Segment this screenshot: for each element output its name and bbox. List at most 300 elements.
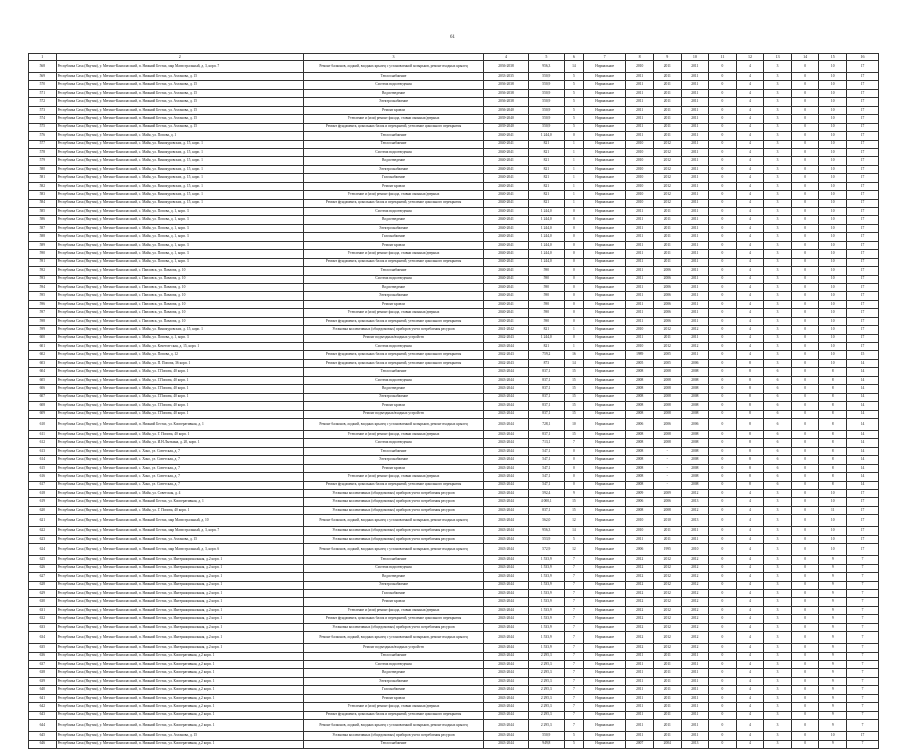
year-built-cell: 2008 bbox=[626, 506, 654, 514]
cell-16-cell: 17 bbox=[847, 258, 879, 266]
residents-cell: 0 bbox=[564, 275, 583, 283]
cell-11-cell: 0 bbox=[709, 148, 737, 156]
residents-cell: 15 bbox=[564, 498, 583, 506]
cell-12-cell: 4 bbox=[736, 598, 764, 606]
row-number-cell: 584 bbox=[29, 199, 57, 207]
period-cell: 2039-2040 bbox=[484, 123, 529, 131]
cell-16-cell: 17 bbox=[847, 115, 879, 123]
period-cell: 2043-2044 bbox=[484, 376, 529, 384]
cell-16-cell: 17 bbox=[847, 157, 879, 165]
cell-12-cell: 8 bbox=[736, 368, 764, 376]
cell-16-cell: 17 bbox=[847, 309, 879, 317]
address-cell: Республика Саха (Якутия), у. Мегино-Кангаласский, с. Хоно, ул. Советская, д. 7 bbox=[56, 464, 303, 472]
period-cell: 2040-2041 bbox=[484, 309, 529, 317]
condition-cell: Нормальное bbox=[583, 527, 625, 535]
cell-13-cell: 3 bbox=[764, 148, 792, 156]
cell-12-cell: 4 bbox=[736, 615, 764, 623]
period-cell: 2043-2044 bbox=[484, 606, 529, 614]
year-built-cell: 2012 bbox=[626, 644, 654, 652]
year-built-cell: 2011 bbox=[626, 224, 654, 232]
year-start-cell: 2012 bbox=[653, 615, 681, 623]
cell-15-cell: 10 bbox=[819, 132, 847, 140]
cell-13-cell: 6 bbox=[764, 473, 792, 481]
residents-cell: 7 bbox=[564, 564, 583, 572]
area-cell: 728,1 bbox=[528, 418, 564, 430]
cell-13-cell: 3 bbox=[764, 140, 792, 148]
cell-15-cell: 9 bbox=[819, 703, 847, 711]
cell-15-cell: 10 bbox=[819, 351, 847, 359]
year-built-cell: 2011 bbox=[626, 81, 654, 89]
year-commission-cell: 2008 bbox=[681, 481, 709, 489]
address-cell: Республика Саха (Якутия), у. Мегино-Кангаласский, п. Нижний Бестях, ул. Ахтанова, д. 15 bbox=[56, 732, 303, 740]
row-number-cell: 641 bbox=[29, 694, 57, 702]
year-built-cell: 1989 bbox=[626, 351, 654, 359]
condition-cell: Нормальное bbox=[583, 300, 625, 308]
year-built-cell: 2008 bbox=[626, 447, 654, 455]
cell-15-cell: 9 bbox=[819, 589, 847, 597]
row-number-cell: 592 bbox=[29, 267, 57, 275]
year-built-cell: 2011 bbox=[626, 711, 654, 719]
cell-13-cell: 3 bbox=[764, 515, 792, 527]
year-commission-cell: 2011 bbox=[681, 677, 709, 685]
work-type-cell: Установка коллективных (общедомовых) приборов учета потребления ресурсов bbox=[303, 527, 483, 535]
residents-cell: 12 bbox=[564, 515, 583, 527]
period-cell: 2036-2038 bbox=[484, 61, 529, 73]
area-cell: 550,9 bbox=[528, 81, 564, 89]
condition-cell: Нормальное bbox=[583, 732, 625, 740]
year-start-cell: 2008 bbox=[653, 430, 681, 438]
cell-15-cell: 9 bbox=[819, 711, 847, 719]
cell-14-cell: 0 bbox=[791, 473, 819, 481]
work-type-cell: Газоснабжение bbox=[303, 589, 483, 597]
cell-13-cell: 3 bbox=[764, 644, 792, 652]
period-cell: 2033-2035 bbox=[484, 73, 529, 81]
cell-16-cell: 17 bbox=[847, 182, 879, 190]
condition-cell: Нормальное bbox=[583, 740, 625, 748]
year-built-cell: 2010 bbox=[626, 148, 654, 156]
cell-12-cell: 4 bbox=[736, 720, 764, 732]
cell-14-cell: 0 bbox=[791, 292, 819, 300]
table-row bbox=[29, 174, 879, 182]
cell-15-cell: 10 bbox=[819, 343, 847, 351]
area-cell: 1 533,9 bbox=[528, 564, 564, 572]
year-start-cell: 2011 bbox=[653, 677, 681, 685]
condition-cell: Нормальное bbox=[583, 447, 625, 455]
address-cell: Республика Саха (Якутия), у. Мегино-Кангаласский, п. Нижний Бестях, ул. Кооперативная, д.2 корп. 1 bbox=[56, 711, 303, 719]
table-row bbox=[29, 535, 879, 543]
cell-16-cell: 7 bbox=[847, 615, 879, 623]
year-commission-cell: 2011 bbox=[681, 661, 709, 669]
work-type-cell: Установка коллективных (общедомовых) приборов учета потребления ресурсов bbox=[303, 732, 483, 740]
year-commission-cell: 2011 bbox=[681, 527, 709, 535]
work-type-cell: Водоотведение bbox=[303, 669, 483, 677]
work-type-cell: Утепление и (или) ремонт фасада, ставни оконных/дверных bbox=[303, 191, 483, 199]
cell-12-cell: 4 bbox=[736, 573, 764, 581]
area-cell: 1 533,9 bbox=[528, 615, 564, 623]
cell-14-cell: 0 bbox=[791, 506, 819, 514]
area-cell: 837,1 bbox=[528, 368, 564, 376]
cell-11-cell: 0 bbox=[709, 191, 737, 199]
cell-15-cell: 8 bbox=[819, 376, 847, 384]
cell-13-cell: 3 bbox=[764, 623, 792, 631]
area-cell: 550,9 bbox=[528, 89, 564, 97]
cell-11-cell: 0 bbox=[709, 661, 737, 669]
period-cell: 2040-2041 bbox=[484, 165, 529, 173]
column-header: 1 bbox=[29, 54, 57, 61]
cell-16-cell: 17 bbox=[847, 343, 879, 351]
cell-14-cell: 0 bbox=[791, 343, 819, 351]
cell-16-cell: 17 bbox=[847, 317, 879, 325]
condition-cell: Нормальное bbox=[583, 224, 625, 232]
table-row bbox=[29, 250, 879, 258]
column-header: 10 bbox=[681, 54, 709, 61]
cell-11-cell: 0 bbox=[709, 439, 737, 447]
year-built-cell: 2011 bbox=[626, 208, 654, 216]
row-number-cell: 601 bbox=[29, 343, 57, 351]
table-row bbox=[29, 81, 879, 89]
cell-14-cell: 0 bbox=[791, 140, 819, 148]
table-row bbox=[29, 481, 879, 489]
residents-cell: 0 bbox=[564, 473, 583, 481]
cell-11-cell: 0 bbox=[709, 402, 737, 410]
year-commission-cell: 2011 bbox=[681, 351, 709, 359]
row-number-cell: 623 bbox=[29, 535, 57, 543]
residents-cell: 0 bbox=[564, 224, 583, 232]
year-commission-cell: 2011 bbox=[681, 98, 709, 106]
area-cell: 4 000,1 bbox=[528, 498, 564, 506]
condition-cell: Нормальное bbox=[583, 564, 625, 572]
year-commission-cell: 2011 bbox=[681, 106, 709, 114]
row-number-cell: 593 bbox=[29, 275, 57, 283]
cell-13-cell: 3 bbox=[764, 632, 792, 644]
year-start-cell: 2011 bbox=[653, 652, 681, 660]
cell-16-cell: 17 bbox=[847, 123, 879, 131]
condition-cell: Нормальное bbox=[583, 573, 625, 581]
residents-cell: 7 bbox=[564, 652, 583, 660]
year-start-cell: 2006 bbox=[653, 292, 681, 300]
cell-15-cell: 9 bbox=[819, 677, 847, 685]
area-cell: 821 bbox=[528, 157, 564, 165]
cell-13-cell: 3 bbox=[764, 490, 792, 498]
cell-15-cell: 10 bbox=[819, 275, 847, 283]
period-cell: 2040-2041 bbox=[484, 275, 529, 283]
cell-16-cell: 7 bbox=[847, 581, 879, 589]
cell-11-cell: 0 bbox=[709, 589, 737, 597]
year-built-cell: 2011 bbox=[626, 283, 654, 291]
year-start-cell: 2012 bbox=[653, 174, 681, 182]
cell-13-cell: 3 bbox=[764, 334, 792, 342]
residents-cell: 0 bbox=[564, 241, 583, 249]
address-cell: Республика Саха (Якутия), у. Мегино-Кангаласский, п. Нижний Бестях, мкр Магистральный, д. 10 bbox=[56, 515, 303, 527]
year-commission-cell: 2011 bbox=[681, 157, 709, 165]
cell-14-cell: 0 bbox=[791, 376, 819, 384]
cell-12-cell: 8 bbox=[736, 464, 764, 472]
year-commission-cell: 2012 bbox=[681, 589, 709, 597]
cell-16-cell: 17 bbox=[847, 224, 879, 232]
address-cell: Республика Саха (Якутия), у. Мегино-Кангаласский, п. Нижний Бестях, ул. Кооперативная, д.2 корп. 1 bbox=[56, 652, 303, 660]
year-commission-cell: 2012 bbox=[681, 573, 709, 581]
year-commission-cell: 2012 bbox=[681, 326, 709, 334]
period-cell: 2040-2041 bbox=[484, 250, 529, 258]
year-start-cell: 2012 bbox=[653, 644, 681, 652]
address-cell: Республика Саха (Якутия), у. Мегино-Кангаласский, с. Майя, ул. П. Попова, 36 корп. 1 bbox=[56, 359, 303, 367]
year-built-cell: 2012 bbox=[626, 615, 654, 623]
area-cell: 821 bbox=[528, 326, 564, 334]
area-cell: 2 295,3 bbox=[528, 661, 564, 669]
area-cell: 873 bbox=[528, 359, 564, 367]
work-type-cell: Водоотведение bbox=[303, 283, 483, 291]
cell-13-cell: 6 bbox=[764, 418, 792, 430]
year-built-cell: 2011 bbox=[626, 677, 654, 685]
cell-11-cell: 0 bbox=[709, 106, 737, 114]
area-cell: 562,0 bbox=[528, 515, 564, 527]
year-start-cell: 2006 bbox=[653, 267, 681, 275]
cell-15-cell: 10 bbox=[819, 165, 847, 173]
cell-13-cell: 3 bbox=[764, 250, 792, 258]
year-commission-cell: 2011 bbox=[681, 115, 709, 123]
residents-cell: 5 bbox=[564, 732, 583, 740]
area-cell: 821 bbox=[528, 191, 564, 199]
period-cell: 2043-2044 bbox=[484, 439, 529, 447]
work-type-cell: Теплоснабжение bbox=[303, 73, 483, 81]
cell-14-cell: 0 bbox=[791, 275, 819, 283]
cell-11-cell: 0 bbox=[709, 564, 737, 572]
area-cell: 547,1 bbox=[528, 473, 564, 481]
cell-13-cell: 3 bbox=[764, 326, 792, 334]
year-built-cell: 2011 bbox=[626, 241, 654, 249]
row-number-cell: 581 bbox=[29, 174, 57, 182]
cell-15-cell: 8 bbox=[819, 447, 847, 455]
address-cell: Республика Саха (Якутия), у. Мегино-Кангаласский, с. Майя, ул. Попова, д. 1, корп. 3 bbox=[56, 241, 303, 249]
work-type-cell: Ремонт балконов, лоджий, входных крылец с установленной козырьков, ремонт входных крылец bbox=[303, 515, 483, 527]
cell-12-cell: 4 bbox=[736, 623, 764, 631]
table-row bbox=[29, 376, 879, 384]
cell-15-cell: 9 bbox=[819, 581, 847, 589]
cell-16-cell: 14 bbox=[847, 481, 879, 489]
residents-cell: 5 bbox=[564, 535, 583, 543]
cell-16-cell: 15 bbox=[847, 351, 879, 359]
condition-cell: Нормальное bbox=[583, 191, 625, 199]
period-cell: 2042-2043 bbox=[484, 334, 529, 342]
row-number-cell: 612 bbox=[29, 439, 57, 447]
year-commission-cell: 2011 bbox=[681, 317, 709, 325]
address-cell: Республика Саха (Якутия), у. Мегино-Кангаласский, с. Майя, ул. Попова, д. 1, корп. 3 bbox=[56, 250, 303, 258]
cell-15-cell: 8 bbox=[819, 402, 847, 410]
residents-cell: 0 bbox=[564, 464, 583, 472]
cell-16-cell: 17 bbox=[847, 81, 879, 89]
cell-15-cell: 10 bbox=[819, 157, 847, 165]
cell-14-cell: 0 bbox=[791, 359, 819, 367]
condition-cell: Нормальное bbox=[583, 81, 625, 89]
condition-cell: Нормальное bbox=[583, 623, 625, 631]
year-start-cell: 2011 bbox=[653, 661, 681, 669]
row-number-cell: 578 bbox=[29, 148, 57, 156]
column-header: 12 bbox=[736, 54, 764, 61]
year-commission-cell: 2011 bbox=[681, 233, 709, 241]
cell-14-cell: 0 bbox=[791, 132, 819, 140]
cell-11-cell: 0 bbox=[709, 677, 737, 685]
year-commission-cell: 2012 bbox=[681, 343, 709, 351]
work-type-cell: Ремонт подъездных/входных устройств bbox=[303, 410, 483, 418]
work-type-cell: Теплоснабжение bbox=[303, 132, 483, 140]
area-cell: 821 bbox=[528, 140, 564, 148]
address-cell: Республика Саха (Якутия), у. Мегино-Кангаласский, п. Нижний Бестях, ул. Кооперативная, д. 1 bbox=[56, 498, 303, 506]
row-number-cell: 618 bbox=[29, 490, 57, 498]
row-number-cell: 617 bbox=[29, 481, 57, 489]
cell-14-cell: 0 bbox=[791, 544, 819, 556]
area-cell: 821 bbox=[528, 343, 564, 351]
work-type-cell: Ремонт балконов, лоджий, входных крылец с установленной козырьков, ремонт входных крылец bbox=[303, 632, 483, 644]
cell-13-cell: 3 bbox=[764, 174, 792, 182]
cell-16-cell: 7 bbox=[847, 703, 879, 711]
condition-cell: Нормальное bbox=[583, 418, 625, 430]
cell-16-cell: 7 bbox=[847, 589, 879, 597]
area-cell: 1 244,0 bbox=[528, 334, 564, 342]
cell-14-cell: 0 bbox=[791, 606, 819, 614]
cell-13-cell: 3 bbox=[764, 694, 792, 702]
condition-cell: Нормальное bbox=[583, 694, 625, 702]
period-cell: 2043-2044 bbox=[484, 368, 529, 376]
period-cell: 2043-2044 bbox=[484, 430, 529, 438]
cell-12-cell: 4 bbox=[736, 677, 764, 685]
condition-cell: Нормальное bbox=[583, 393, 625, 401]
cell-14-cell: 0 bbox=[791, 677, 819, 685]
condition-cell: Нормальное bbox=[583, 498, 625, 506]
residents-cell: 15 bbox=[564, 385, 583, 393]
address-cell: Республика Саха (Якутия), у. Мегино-Кангаласский, с. Павловск, ул. Павлова, д. 10 bbox=[56, 300, 303, 308]
address-cell: Республика Саха (Якутия), у. Мегино-Кангаласский, с. Павловск, ул. Павлова, д. 10 bbox=[56, 275, 303, 283]
row-number-cell: 572 bbox=[29, 98, 57, 106]
work-type-cell: Ремонт фундамента, цокольных балок и перекрытий, утепление цокольного перекрытия bbox=[303, 199, 483, 207]
cell-16-cell: 14 bbox=[847, 439, 879, 447]
cell-11-cell: 0 bbox=[709, 515, 737, 527]
table-row bbox=[29, 106, 879, 114]
cell-13-cell: 3 bbox=[764, 556, 792, 564]
cell-13-cell: 3 bbox=[764, 544, 792, 556]
cell-15-cell: 10 bbox=[819, 359, 847, 367]
year-commission-cell: 2011 bbox=[681, 89, 709, 97]
condition-cell: Нормальное bbox=[583, 309, 625, 317]
year-start-cell: 2011 bbox=[653, 224, 681, 232]
cell-13-cell: 6 bbox=[764, 385, 792, 393]
residents-cell: 0 bbox=[564, 208, 583, 216]
area-cell: 713,1 bbox=[528, 439, 564, 447]
cell-13-cell: 3 bbox=[764, 720, 792, 732]
cell-15-cell: 8 bbox=[819, 410, 847, 418]
residents-cell: 7 bbox=[564, 615, 583, 623]
area-cell: 1 244,0 bbox=[528, 233, 564, 241]
row-number-cell: 599 bbox=[29, 326, 57, 334]
row-number-cell: 575 bbox=[29, 123, 57, 131]
cell-14-cell: 0 bbox=[791, 250, 819, 258]
cell-15-cell: 10 bbox=[819, 292, 847, 300]
residents-cell: 15 bbox=[564, 393, 583, 401]
cell-11-cell: 0 bbox=[709, 669, 737, 677]
area-cell: 1 244,0 bbox=[528, 224, 564, 232]
address-cell: Республика Саха (Якутия), у. Мегино-Кангаласский, п. Нижний Бестях, ул. Интернациональная, д.2 корп. 1 bbox=[56, 632, 303, 644]
cell-15-cell: 10 bbox=[819, 241, 847, 249]
period-cell: 2040-2041 bbox=[484, 191, 529, 199]
year-built-cell: 2010 bbox=[626, 174, 654, 182]
period-cell: 2039-2040 bbox=[484, 115, 529, 123]
cell-14-cell: 0 bbox=[791, 447, 819, 455]
table-row bbox=[29, 61, 879, 73]
residents-cell: 0 bbox=[564, 250, 583, 258]
cell-14-cell: 0 bbox=[791, 191, 819, 199]
cell-11-cell: 0 bbox=[709, 573, 737, 581]
residents-cell: 1 bbox=[564, 326, 583, 334]
table-row bbox=[29, 208, 879, 216]
year-built-cell: 2011 bbox=[626, 317, 654, 325]
cell-15-cell: 10 bbox=[819, 199, 847, 207]
cell-11-cell: 0 bbox=[709, 740, 737, 748]
year-start-cell: 2006 bbox=[653, 283, 681, 291]
year-commission-cell: 2011 bbox=[681, 140, 709, 148]
year-commission-cell: 2008 bbox=[681, 464, 709, 472]
year-built-cell: 2011 bbox=[626, 267, 654, 275]
year-start-cell: 2009 bbox=[653, 490, 681, 498]
area-cell: 2 295,3 bbox=[528, 703, 564, 711]
table-row bbox=[29, 564, 879, 572]
period-cell: 2043-2044 bbox=[484, 581, 529, 589]
year-built-cell: 2011 bbox=[626, 233, 654, 241]
year-start-cell: 2006 bbox=[653, 275, 681, 283]
residents-cell: 0 bbox=[564, 456, 583, 464]
cell-11-cell: 0 bbox=[709, 615, 737, 623]
work-type-cell: Электроснабжение bbox=[303, 224, 483, 232]
cell-15-cell: 9 bbox=[819, 720, 847, 732]
year-commission-cell: 2011 bbox=[681, 686, 709, 694]
condition-cell: Нормальное bbox=[583, 182, 625, 190]
cell-11-cell: 0 bbox=[709, 359, 737, 367]
cell-13-cell: 3 bbox=[764, 73, 792, 81]
year-commission-cell: 2010 bbox=[681, 544, 709, 556]
period-cell: 2040-2041 bbox=[484, 174, 529, 182]
cell-14-cell: 0 bbox=[791, 573, 819, 581]
cell-13-cell: 3 bbox=[764, 573, 792, 581]
cell-12-cell: 4 bbox=[736, 581, 764, 589]
cell-15-cell: 10 bbox=[819, 283, 847, 291]
cell-12-cell: 8 bbox=[736, 439, 764, 447]
row-number-cell: 644 bbox=[29, 720, 57, 732]
year-commission-cell: 2011 bbox=[681, 165, 709, 173]
year-commission-cell: 2011 bbox=[681, 334, 709, 342]
address-cell: Республика Саха (Якутия), у. Мегино-Кангаласский, п. Нижний Бестях, ул. Кооперативная, д.2 корп. 1 bbox=[56, 694, 303, 702]
cell-16-cell: 17 bbox=[847, 275, 879, 283]
year-commission-cell: 2011 bbox=[681, 669, 709, 677]
address-cell: Республика Саха (Якутия), у. Мегино-Кангаласский, п. Нижний Бестях, ул. Кооперативная, д.2 корп. 1 bbox=[56, 720, 303, 732]
cell-16-cell: 17 bbox=[847, 98, 879, 106]
address-cell: Республика Саха (Якутия), у. Мегино-Кангаласский, с. Майя, ул. Попова, д. 1, корп. 3 bbox=[56, 224, 303, 232]
cell-14-cell: 0 bbox=[791, 623, 819, 631]
cell-13-cell: 3 bbox=[764, 359, 792, 367]
residents-cell: 7 bbox=[564, 632, 583, 644]
condition-cell: Нормальное bbox=[583, 686, 625, 694]
row-number-cell: 630 bbox=[29, 598, 57, 606]
area-cell: 2 295,3 bbox=[528, 686, 564, 694]
work-type-cell: Установка коллективных (общедомовых) приборов учета потребления ресурсов bbox=[303, 623, 483, 631]
area-cell: 1 244,0 bbox=[528, 241, 564, 249]
year-start-cell: 2012 bbox=[653, 573, 681, 581]
cell-12-cell: 8 bbox=[736, 447, 764, 455]
row-number-cell: 610 bbox=[29, 418, 57, 430]
row-number-cell: 646 bbox=[29, 740, 57, 748]
condition-cell: Нормальное bbox=[583, 430, 625, 438]
cell-16-cell: 17 bbox=[847, 498, 879, 506]
cell-12-cell: 4 bbox=[736, 165, 764, 173]
condition-cell: Нормальное bbox=[583, 606, 625, 614]
cell-15-cell: 10 bbox=[819, 490, 847, 498]
